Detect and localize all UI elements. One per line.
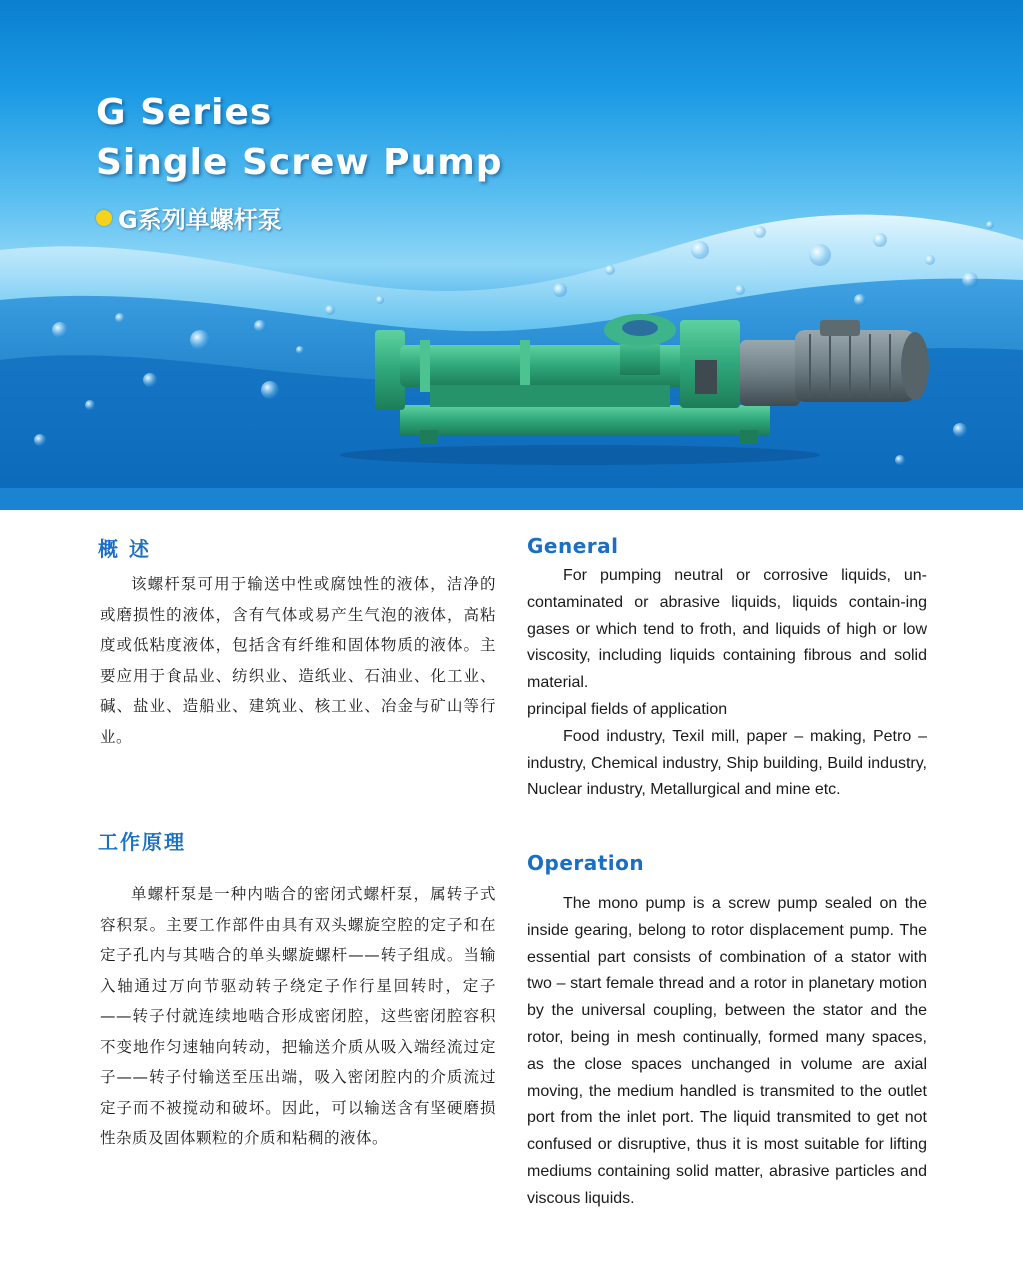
principle-heading-cn: 工作原理 xyxy=(98,830,186,854)
overview-heading-cn: 概 述 xyxy=(98,537,151,561)
hero-banner xyxy=(0,0,1023,510)
operation-text xyxy=(527,891,927,1213)
principle-text-cn: 单螺杆泵是一种内啮合的密闭式螺杆泵，属转子式容积泵。主要工作部件由具有双头螺旋空腔的定子和在定子孔内与其啮合的单头螺旋螺杆——转子组成。当输入轴通过万向节驱动转子绕定子作行星回转时，定子——转子付就连续地啮合形成密闭腔，这些密闭腔容积不变地作匀速轴向转动，把输送介质从吸入端经流过定子——转子付输送至压出端，吸入密闭腔内的介质流过定子而不被搅动和破坏。因此，可以输送含有坚硬磨损性杂质及固体颗粒的介质和粘稠的液体。 xyxy=(100,885,496,1147)
operation-paragraph: The mono pump is a screw pump sealed on the inside gearing, belong to rotor displacement pump. The essential part consists of combination of a stator with two – start female thread and a rotor in planetary motion by the universal coupling, between the stator and the rotor, being in mesh continually, formed many spaces, as the close spaces unchanged in volume are axial moving, the medium handled is transmited to the outlet port from the inlet port. The liquid transmited to get not confused or disruptive, thus it is most suitable for lifting mediums containing solid matter, abrasive particles and viscous liquids. xyxy=(527,895,927,1207)
general-paragraph-2: principal fields of application xyxy=(527,700,728,718)
title-line-2: Single Screw Pump xyxy=(96,142,503,183)
general-paragraph-3: Food industry, Texil mill, paper – making, Petro – industry, Chemical industry, Ship building, Build industry, Nuclear industry, Metallurgical and mine etc. xyxy=(527,727,927,799)
water-splash-background xyxy=(0,0,1023,510)
operation-heading: Operation xyxy=(527,851,645,875)
chinese-title-text: G系列单螺杆泵 xyxy=(118,206,282,234)
general-text xyxy=(527,563,927,804)
general-paragraph-1: For pumping neutral or corrosive liquids, un-contaminated or abrasive liquids, liquids contain-ing gases or which tend to froth, and liquids of high or low viscosity, including liquids containing fibrous and solid material. xyxy=(527,567,927,692)
general-heading: General xyxy=(527,534,619,558)
overview-text-cn: 该螺杆泵可用于输送中性或腐蚀性的液体，洁净的或磨损性的液体，含有气体或易产生气泡的液体，高粘度或低粘度液体，包括含有纤维和固体物质的液体。主要应用于食品业、纺织业、造纸业、石油业、化工业、碱、盐业、造船业、建筑业、核工业、冶金与矿山等行业。 xyxy=(100,575,496,746)
bullet-dot-icon xyxy=(96,210,112,226)
chinese-title xyxy=(96,200,282,235)
title-line-1: G Series xyxy=(96,92,273,133)
